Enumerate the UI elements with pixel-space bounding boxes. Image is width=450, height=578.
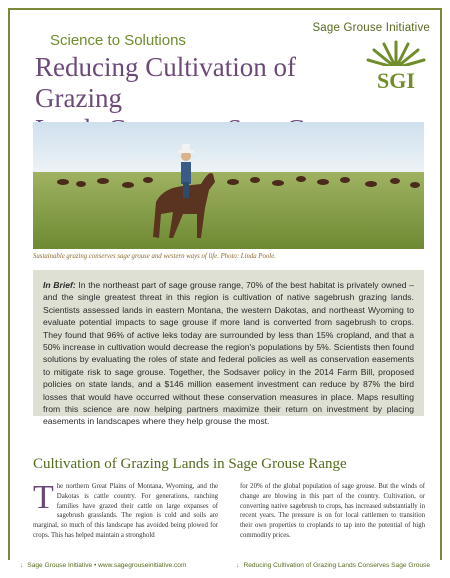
frame-top-line — [8, 8, 442, 10]
brand-name: Sage Grouse Initiative — [312, 22, 430, 34]
body-column-1-text: he northern Great Plains of Montana, Wyoming, and the Dakotas is cattle country. For generations, ranching families have grazed their cattle on large expanses of sagebrush grasslands. The region is cold and soils are marginal, so much of this landscape has avoided being plowed for crops. This has helped maintain a stronghold — [33, 483, 218, 539]
page-footer — [20, 560, 430, 574]
leaf-arrow-icon: ↓ — [20, 562, 24, 569]
sgi-logo-icon — [364, 38, 428, 98]
ranch-scene-image — [33, 122, 424, 249]
body-column-1 — [33, 479, 218, 541]
frame-left-line — [8, 8, 10, 560]
title-line-1: Reducing Cultivation of Grazing — [35, 52, 296, 113]
footer-left-text: Sage Grouse Initiative • www.sagegrouseinitiative.com — [27, 562, 187, 569]
footer-right-text: Reducing Cultivation of Grazing Lands Conserves Sage Grouse — [243, 562, 430, 569]
footer-right — [236, 562, 430, 569]
series-kicker: Science to Solutions — [50, 32, 186, 49]
in-brief-text: In the northeast part of sage grouse range, 70% of the best habitat is privately owned – and the single greatest threat in this region is cultivation of native sagebrush grazing lands. Scientists assessed lands in eastern Montana, the western Dakotas, and northeast Wyoming to evaluate potential impacts to sage grouse if more land is converted from sagebrush to crops. They found that 96% of active leks today are surrounded by less than 15% cropland, and that a 50% increase in cultivation would decrease the region's populations by 5%. Scientists then found solutions by evaluating the roles of state and federal policies as well as conservation easements to mitigate risk to sage grouse. Together, the Sodsaver policy in the 2014 Farm Bill, proposed policies on state lands, and a $146 million easement investment can reduce by 87% the bird losses that would have occurred without these conservation measures in place. Maps resulting from this science are now helping partners maximize their return on investment by placing easements in landscapes where they help grouse the most. — [43, 280, 414, 427]
in-brief-label: In Brief: — [43, 280, 76, 290]
leaf-arrow-icon: ↓ — [236, 562, 240, 569]
in-brief-box — [33, 270, 424, 427]
section-heading: Cultivation of Grazing Lands in Sage Grouse Range — [33, 456, 347, 472]
footer-left — [20, 562, 186, 569]
photo-caption: Sustainable grazing conserves sage grouse and western ways of life. Photo: Linda Poole. — [33, 253, 276, 260]
drop-cap: T — [33, 479, 54, 516]
body-column-2: for 20% of the global population of sage grouse. But the winds of change are blowing in this part of the country. Cultivation, or converting native sagebrush to crops, has increased substantially in recent years. The pressure is on for local cattlemen to transition their own properties to croplands to tap into the potential of high commodity prices. — [240, 483, 425, 539]
logo-text: SGI — [377, 68, 415, 93]
frame-right-line — [440, 8, 442, 560]
hero-photo — [33, 122, 424, 249]
